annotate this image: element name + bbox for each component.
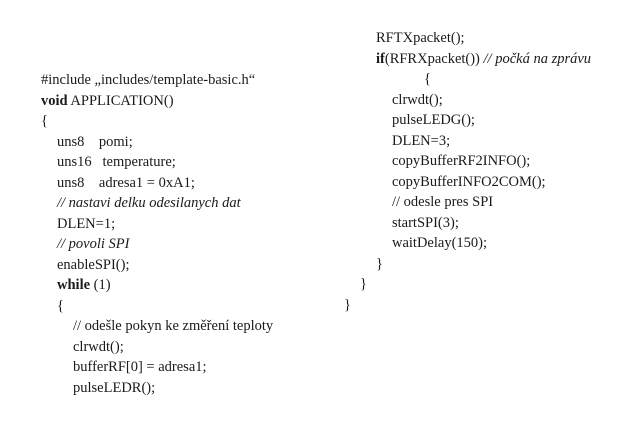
code-line	[41, 91, 273, 112]
code-text: startSPI(3);	[392, 214, 459, 231]
code-text: (1)	[90, 277, 111, 293]
code-text: (RFRXpacket())	[384, 50, 484, 67]
code-line	[344, 213, 591, 234]
code-text: copyBufferINFO2COM();	[392, 173, 546, 190]
code-line	[344, 151, 591, 172]
code-line	[344, 295, 591, 316]
code-column-left	[41, 70, 273, 398]
code-line	[344, 254, 591, 275]
code-text: {	[57, 297, 64, 314]
code-text: RFTXpacket();	[376, 30, 465, 46]
code-line	[41, 378, 273, 399]
code-line	[41, 193, 273, 214]
code-text: // odešle pokyn ke změření teploty	[73, 318, 274, 334]
code-line	[41, 234, 273, 255]
code-line	[344, 192, 591, 213]
code-text: {	[424, 71, 431, 87]
code-line	[41, 152, 273, 173]
code-line	[41, 255, 273, 276]
code-comment: // povoli SPI	[57, 236, 130, 252]
code-text: }	[344, 296, 351, 313]
code-text: APPLICATION()	[67, 92, 174, 109]
code-text: DLEN=1;	[57, 215, 116, 232]
code-line	[41, 111, 273, 132]
code-text: enableSPI();	[57, 256, 130, 273]
code-line	[344, 69, 591, 90]
code-line	[344, 110, 591, 131]
code-line	[41, 173, 273, 194]
code-text: }	[360, 276, 367, 292]
code-text: uns8 adresa1 = 0xA1;	[57, 174, 195, 191]
code-keyword: if	[376, 50, 385, 67]
code-text: pulseLEDG();	[392, 112, 475, 128]
code-line	[344, 90, 591, 111]
code-comment: // počká na zprávu	[483, 50, 592, 67]
code-text: }	[376, 255, 383, 272]
code-line	[41, 214, 273, 235]
code-keyword: void	[41, 92, 68, 109]
code-line	[344, 49, 591, 70]
code-line	[344, 28, 591, 49]
code-text: uns16 temperature;	[57, 154, 176, 170]
code-comment: // nastavi delku odesilanych dat	[57, 195, 241, 211]
code-line	[344, 172, 591, 193]
code-text: // odesle pres SPI	[392, 194, 494, 210]
code-line	[41, 275, 273, 296]
code-text: pulseLEDR();	[73, 379, 156, 396]
code-line	[344, 233, 591, 254]
code-line	[344, 131, 591, 152]
code-text: #include „includes/template-basic.h“	[41, 72, 256, 88]
code-line	[41, 357, 273, 378]
code-line	[41, 337, 273, 358]
code-line	[41, 132, 273, 153]
code-text: uns8 pomi;	[57, 133, 133, 150]
code-line	[41, 296, 273, 317]
code-column-right	[344, 28, 591, 315]
code-line	[344, 274, 591, 295]
code-text: {	[41, 113, 48, 129]
code-text: clrwdt();	[392, 91, 443, 108]
code-text: clrwdt();	[73, 338, 124, 355]
code-keyword: while	[57, 277, 91, 293]
code-text: copyBufferRF2INFO();	[392, 153, 531, 169]
code-text: DLEN=3;	[392, 132, 451, 149]
code-line	[41, 316, 273, 337]
code-line	[41, 70, 273, 91]
code-text: bufferRF[0] = adresa1;	[73, 359, 207, 375]
code-text: waitDelay(150);	[392, 235, 488, 251]
